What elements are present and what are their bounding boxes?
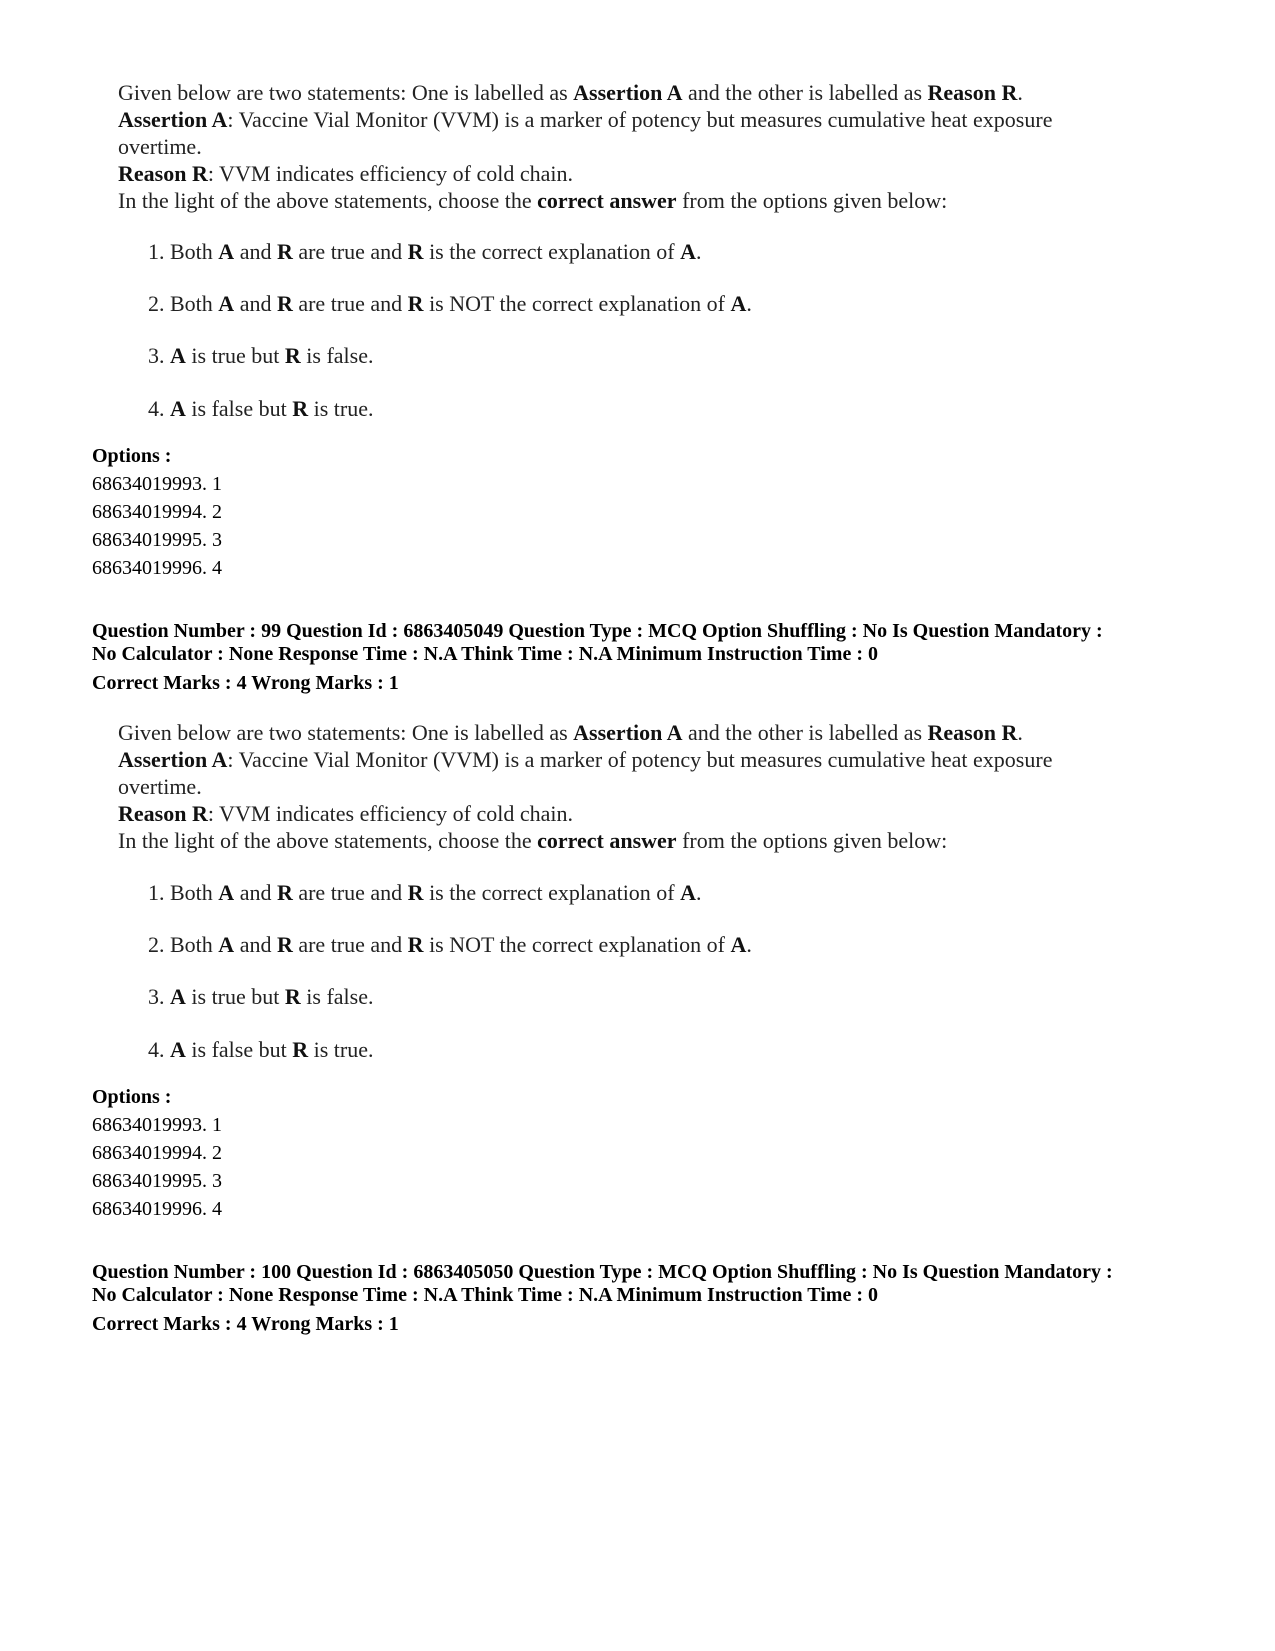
q1-intro-text-c: and the other is labelled as bbox=[682, 80, 928, 105]
q1-options-title: Options : bbox=[92, 445, 172, 467]
q1-intro-text-a: Given below are two statements: One is labelled as bbox=[118, 80, 574, 105]
q99-reason-label: Reason R bbox=[118, 801, 208, 826]
q100-meta-line-1: Question Number : 100 Question Id : 6863405050 Question Type : MCQ Option Shuffling : No Is Question Mandatory : bbox=[92, 1261, 1113, 1283]
q99-option-1: 68634019993. 1 bbox=[92, 1114, 222, 1136]
q1-reason-line bbox=[118, 160, 1198, 187]
q100-marks: Correct Marks : 4 Wrong Marks : 1 bbox=[92, 1313, 399, 1335]
q99-reason-text: : VVM indicates efficiency of cold chain. bbox=[207, 801, 573, 826]
q99-assertion-line bbox=[118, 746, 1198, 773]
q99-choice-2: 2. Both A and R are true and R is NOT the correct explanation of A. bbox=[148, 932, 752, 957]
q1-option-4: 68634019996. 4 bbox=[92, 557, 222, 579]
q1-assertion-line bbox=[118, 106, 1198, 133]
q99-light-correct-answer: correct answer bbox=[537, 828, 677, 853]
q1-light-line bbox=[118, 187, 1198, 214]
q1-stem bbox=[118, 79, 1198, 214]
q1-light-text-c: from the options given below: bbox=[676, 188, 948, 213]
q1-reason-label: Reason R bbox=[118, 161, 208, 186]
q1-choice-1: 1. Both A and R are true and R is the correct explanation of A. bbox=[148, 239, 702, 264]
q99-intro-assertion: Assertion A bbox=[573, 720, 683, 745]
q1-option-2: 68634019994. 2 bbox=[92, 501, 222, 523]
q99-light-text-a: In the light of the above statements, choose the bbox=[118, 828, 538, 853]
q99-option-3: 68634019995. 3 bbox=[92, 1170, 222, 1192]
q99-intro-period: . bbox=[1017, 720, 1023, 745]
q1-assertion-text: : Vaccine Vial Monitor (VVM) is a marker of potency but measures cumulative heat exposure bbox=[227, 107, 1053, 132]
q1-intro-reason: Reason R bbox=[927, 80, 1018, 105]
q99-intro-line bbox=[118, 719, 1198, 746]
q99-stem bbox=[118, 719, 1198, 854]
q99-choice-3: 3. A is true but R is false. bbox=[148, 984, 374, 1009]
q1-intro-assertion: Assertion A bbox=[573, 80, 683, 105]
q1-choice-2: 2. Both A and R are true and R is NOT the correct explanation of A. bbox=[148, 291, 752, 316]
q100-meta-line-2: No Calculator : None Response Time : N.A Think Time : N.A Minimum Instruction Time : 0 bbox=[92, 1284, 878, 1306]
q99-assertion-label: Assertion A bbox=[118, 747, 228, 772]
q1-option-1: 68634019993. 1 bbox=[92, 473, 222, 495]
q1-choice-3: 3. A is true but R is false. bbox=[148, 343, 374, 368]
q99-options-title: Options : bbox=[92, 1086, 172, 1108]
q99-assertion-text: : Vaccine Vial Monitor (VVM) is a marker of potency but measures cumulative heat exposure bbox=[227, 747, 1053, 772]
q1-light-correct-answer: correct answer bbox=[537, 188, 677, 213]
q1-option-3: 68634019995. 3 bbox=[92, 529, 222, 551]
q99-light-text-c: from the options given below: bbox=[676, 828, 948, 853]
q99-reason-line bbox=[118, 800, 1198, 827]
q99-option-2: 68634019994. 2 bbox=[92, 1142, 222, 1164]
q1-assertion-cont: overtime. bbox=[118, 134, 202, 159]
q1-intro-line bbox=[118, 79, 1198, 106]
q99-intro-reason: Reason R bbox=[927, 720, 1018, 745]
q1-assertion-label: Assertion A bbox=[118, 107, 228, 132]
q99-marks: Correct Marks : 4 Wrong Marks : 1 bbox=[92, 672, 399, 694]
q1-intro-period: . bbox=[1017, 80, 1023, 105]
q99-option-4: 68634019996. 4 bbox=[92, 1198, 222, 1220]
q99-light-line bbox=[118, 827, 1198, 854]
q99-assertion-cont: overtime. bbox=[118, 774, 202, 799]
q1-choice-4: 4. A is false but R is true. bbox=[148, 396, 374, 421]
q1-reason-text: : VVM indicates efficiency of cold chain. bbox=[207, 161, 573, 186]
q99-meta-line-1: Question Number : 99 Question Id : 6863405049 Question Type : MCQ Option Shuffling : No Is Question Mandatory : bbox=[92, 620, 1103, 642]
q99-intro-text-c: and the other is labelled as bbox=[682, 720, 928, 745]
q1-light-text-a: In the light of the above statements, choose the bbox=[118, 188, 538, 213]
q99-meta-line-2: No Calculator : None Response Time : N.A Think Time : N.A Minimum Instruction Time : 0 bbox=[92, 643, 878, 665]
q99-intro-text-a: Given below are two statements: One is labelled as bbox=[118, 720, 574, 745]
q99-choice-1: 1. Both A and R are true and R is the correct explanation of A. bbox=[148, 880, 702, 905]
q99-choice-4: 4. A is false but R is true. bbox=[148, 1037, 374, 1062]
